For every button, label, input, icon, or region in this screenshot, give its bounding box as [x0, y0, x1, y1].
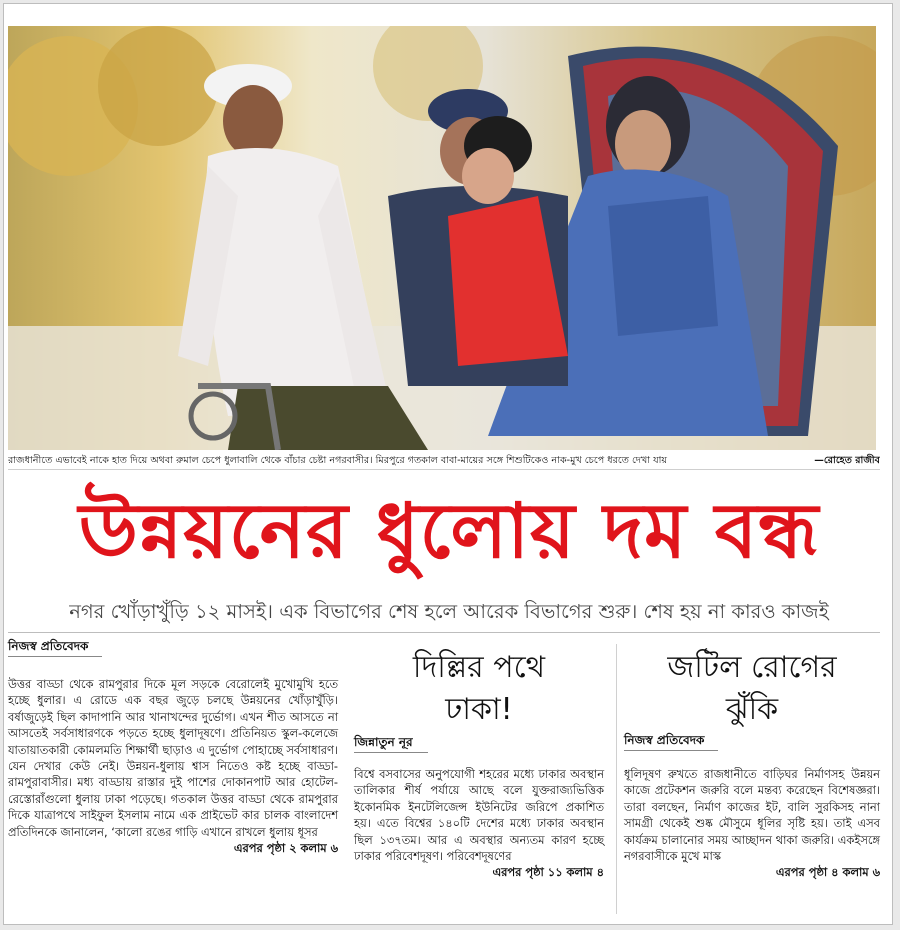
right-article-body: [624, 766, 880, 916]
right-continued: এরপর পৃষ্ঠা ৪ কলাম ৬: [775, 865, 880, 880]
middle-continued: এরপর পৃষ্ঠা ১১ কলাম ৪: [492, 865, 604, 880]
main-headline: উন্নয়নের ধুলোয় দম বন্ধ: [78, 486, 820, 575]
middle-article-body: [354, 766, 604, 916]
left-byline: নিজস্ব প্রতিবেদক: [8, 636, 102, 657]
sub-headline: নগর খোঁড়াখুঁড়ি ১২ মাসই। এক বিভাগের শেষ হলে আরেক বিভাগের শুরু। শেষ হয় না কারও কাজই: [69, 600, 829, 623]
news-photo: [8, 26, 876, 450]
caption-text: রাজধানীতে এভাবেই নাকে হাত দিয়ে অথবা রুমাল চেপে ধুলাবালি থেকে বাঁচার চেষ্টা নগরবাসীর। মিরপুরে গতকাল বাবা-মায়ের সঙ্গে শিশুটিকেও নাক-মুখ চেপে ধরতে দেখা যায়: [8, 455, 668, 466]
left-body-text: উত্তর বাড্ডা থেকে রামপুরার দিকে মূল সড়কে বেরোলেই মুখোমুখি হতে হচ্ছে ধুলার। এ রোডে এক বছর জুড়ে চলছে উন্নয়নের খোঁড়াখুঁড়ি। বর্ষাজুড়েই ছিল কাদাপানি আর খানাখন্দের দুর্ভোগ। এখন শীত আসতে না আসতেই সর্বসাধারণকে পড়তে হচ্ছে ধুলাদূষণে। প্রতিনিয়ত স্কুল-কলেজে যাতায়াতকারী কোমলমতি শিক্ষার্থী ছাড়াও এ দুর্ভোগ পোহাচ্ছে সর্বসাধারণ। যেন দেখার কেউ নেই। উন্নয়ন-ধুলায় শ্বাস নিতেও কষ্ট হচ্ছে বাড্ডা-রামপুরাবাসীর। মধ্য বাড্ডায় রাস্তার দুই পাশের দোকানপাট আর হোটেল-রেস্তোরাঁগুলো ধুলায় ঢাকা পড়েছে। গতকাল উত্তর বাড্ডা থেকে রামপুরার দিকে যাত্রাপথে সাইফুল ইসলাম নামে এক প্রাইভেট কার চালক বাংলাদেশ প্রতিদিনকে জানালেন, ‘কালো রঙের গাড়ি এখানে রাখলে ধুলায় ধূসর: [8, 677, 338, 839]
middle-body-text: বিশ্বে বসবাসের অনুপযোগী শহরের মধ্যে ঢাকার অবস্থান তালিকার শীর্ষ পর্যায়ে আছে বলে যুক্তরাজ্যভিত্তিক ইকোনমিক ইনটেলিজেন্স ইউনিটের জরিপে প্রকাশিত হয়। এতে বিশ্বের ১৪০টি দেশের মধ্যে ঢাকার অবস্থান ছিল ১৩৭তম। আর এ অবস্থার অন্যতম কারণ হচ্ছে ঢাকার পরিবেশদূষণ। পরিবেশদূষণের: [354, 767, 604, 864]
left-article-body: [8, 676, 338, 916]
middle-title-line1: দিল্লির পথে: [412, 650, 546, 685]
rickshaw-photo-illustration: [8, 26, 876, 450]
right-byline: নিজস্ব প্রতিবেদক: [624, 730, 718, 751]
right-title-line1: জটিল রোগের: [667, 650, 837, 685]
middle-title-line2: ঢাকা!: [445, 692, 513, 727]
photo-credit: —রোহেত রাজীব: [814, 455, 880, 466]
middle-byline: জিন্নাতুন নূর: [354, 732, 428, 753]
newspaper-page: [3, 3, 893, 925]
photo-caption: [8, 453, 880, 470]
right-body-text: ধূলিদূষণ রুখতে রাজধানীতে বাড়িঘর নির্মাণসহ উন্নয়ন কাজে প্রটেকশন জরুরি বলে মন্তব্য করেছেন বিশেষজ্ঞরা। তারা বলছেন, নির্মাণ কাজের ইট, বালি সুরকিসহ নানা সামগ্রী থেকেই শুষ্ক মৌসুমে ধূলির সৃষ্টি হয়। তাই এসব কার্যক্রম চালানোর সময় আচ্ছাদন থাকা জরুরি। একইসঙ্গে নগরবাসীকে মুখে মাস্ক: [624, 767, 880, 864]
left-continued: এরপর পৃষ্ঠা ২ কলাম ৬: [233, 841, 338, 856]
divider-rule: [8, 632, 880, 633]
right-title-line2: ঝুঁকি: [725, 692, 779, 727]
column-separator: [616, 644, 617, 914]
